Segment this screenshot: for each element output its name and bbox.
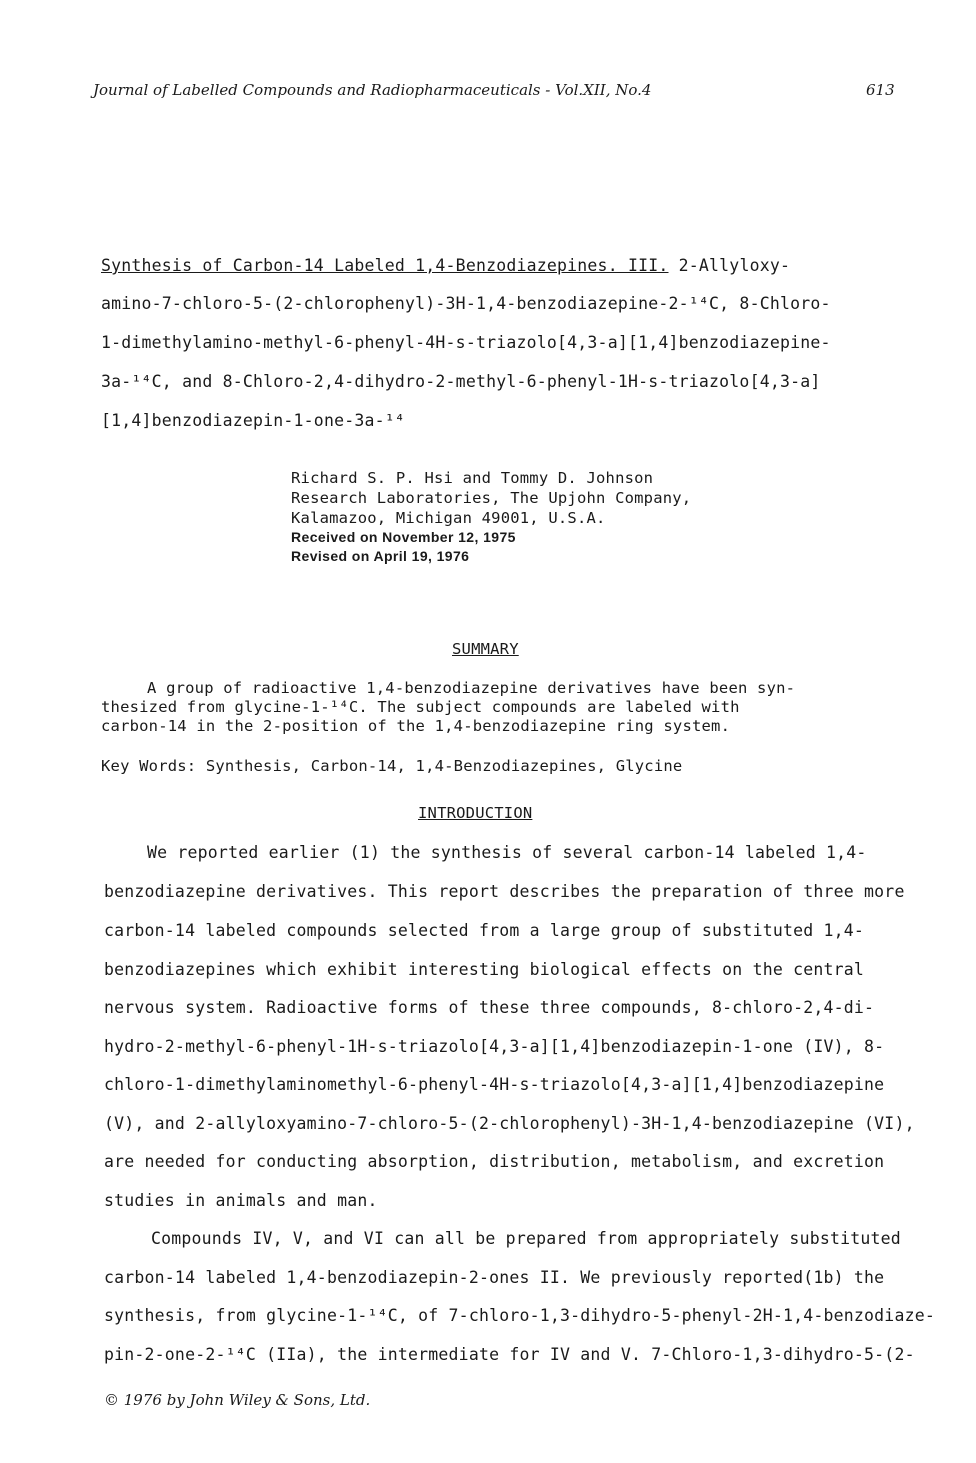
intro-p1-line-6: hydro-2-methyl-6-phenyl-1H-s-triazolo[4,3-a][1,4]benzodiazepin-1-one (IV), 8- — [104, 1037, 885, 1056]
intro-p1-line-7: chloro-1-dimethylaminomethyl-6-phenyl-4H-s-triazolo[4,3-a][1,4]benzodiazepine — [104, 1075, 885, 1094]
introduction-heading: INTRODUCTION — [418, 804, 533, 822]
title-line1-rest: 2-Allyloxy- — [678, 256, 791, 275]
intro-p1-line-9: are needed for conducting absorption, distribution, metabolism, and excretion — [104, 1152, 885, 1171]
title-line-1 — [101, 256, 790, 275]
intro-p1-line-4: benzodiazepines which exhibit interesting biological effects on the central — [104, 960, 865, 979]
summary-heading: SUMMARY — [452, 640, 519, 658]
copyright-notice: © 1976 by John Wiley & Sons, Ltd. — [104, 1391, 371, 1409]
summary-line-3: carbon-14 in the 2-position of the 1,4-benzodiazepine ring system. — [101, 717, 731, 735]
affiliation-line-1: Research Laboratories, The Upjohn Company, — [291, 489, 692, 507]
revised-date: Revised on April 19, 1976 — [291, 548, 470, 564]
title-line-2: amino-7-chloro-5-(2-chlorophenyl)-3H-1,4-benzodiazepine-2-¹⁴C, 8-Chloro- — [101, 294, 831, 313]
intro-p2-line-4: pin-2-one-2-¹⁴C (IIa), the intermediate for IV and V. 7-Chloro-1,3-dihydro-5-(2- — [104, 1345, 915, 1364]
intro-p2-line-3: synthesis, from glycine-1-¹⁴C, of 7-chloro-1,3-dihydro-5-phenyl-2H-1,4-benzodiaze- — [104, 1306, 935, 1325]
title-line-4: 3a-¹⁴C, and 8-Chloro-2,4-dihydro-2-methyl-6-phenyl-1H-s-triazolo[4,3-a] — [101, 372, 821, 391]
title-series: Synthesis of Carbon-14 Labeled 1,4-Benzodiazepines. III. — [101, 256, 669, 275]
title-line-3: 1-dimethylamino-methyl-6-phenyl-4H-s-triazolo[4,3-a][1,4]benzodiazepine- — [101, 333, 831, 352]
page-number: 613 — [866, 81, 895, 99]
key-words: Key Words: Synthesis, Carbon-14, 1,4-Benzodiazepines, Glycine — [101, 757, 683, 775]
intro-p1-line-1: We reported earlier (1) the synthesis of several carbon-14 labeled 1,4- — [147, 843, 867, 862]
affiliation-line-2: Kalamazoo, Michigan 49001, U.S.A. — [291, 509, 606, 527]
summary-line-1: A group of radioactive 1,4-benzodiazepine derivatives have been syn- — [147, 679, 796, 697]
intro-p2-line-1: Compounds IV, V, and VI can all be prepared from appropriately substituted — [151, 1229, 901, 1248]
intro-p1-line-3: carbon-14 labeled compounds selected from a large group of substituted 1,4- — [104, 921, 865, 940]
journal-header: Journal of Labelled Compounds and Radiopharmaceuticals - Vol.XII, No.4 — [93, 81, 652, 99]
title-line-5: [1,4]benzodiazepin-1-one-3a-¹⁴ — [101, 411, 406, 430]
intro-p1-line-5: nervous system. Radioactive forms of these three compounds, 8-chloro-2,4-di- — [104, 998, 875, 1017]
received-date: Received on November 12, 1975 — [291, 529, 516, 545]
intro-p1-line-8: (V), and 2-allyloxyamino-7-chloro-5-(2-chlorophenyl)-3H-1,4-benzodiazepine (VI), — [104, 1114, 915, 1133]
summary-line-2: thesized from glycine-1-¹⁴C. The subject compounds are labeled with — [101, 698, 740, 716]
intro-p1-line-10: studies in animals and man. — [104, 1191, 378, 1210]
author-names: Richard S. P. Hsi and Tommy D. Johnson — [291, 469, 654, 487]
intro-p2-line-2: carbon-14 labeled 1,4-benzodiazepin-2-ones II. We previously reported(1b) the — [104, 1268, 885, 1287]
intro-p1-line-2: benzodiazepine derivatives. This report describes the preparation of three more — [104, 882, 905, 901]
